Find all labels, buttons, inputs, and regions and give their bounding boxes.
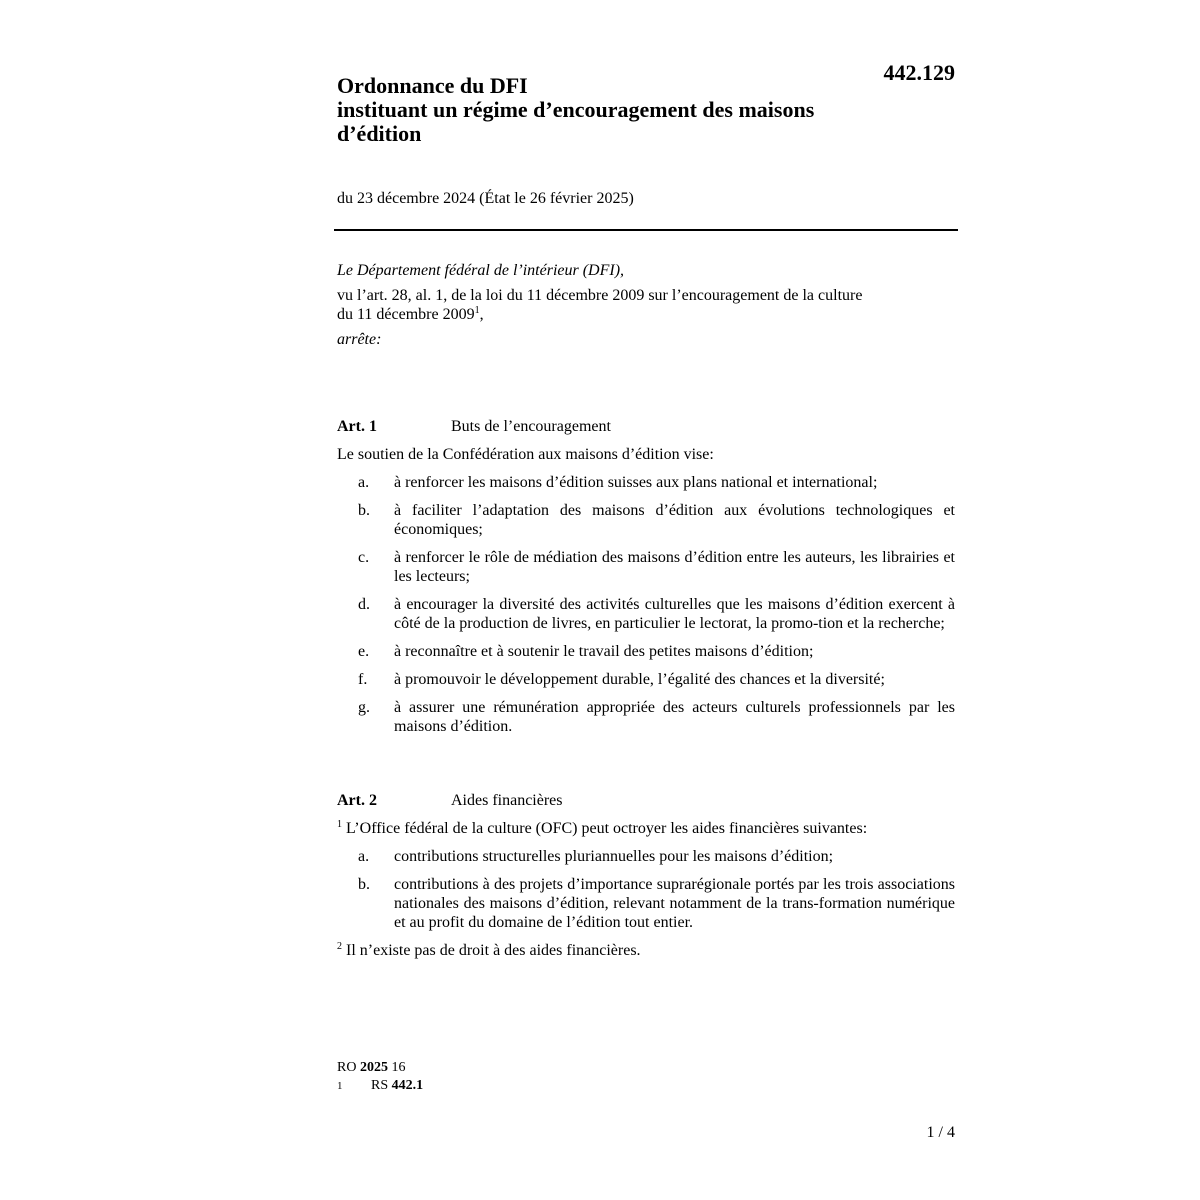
list-item [337, 847, 955, 866]
list-item-text: à assurer une rémunération appropriée des acteurs culturels professionnels par les maisons d’édition. [394, 699, 955, 735]
footnote-ref-1[interactable]: 1 [474, 305, 480, 316]
article-1 [337, 417, 955, 745]
list-item-letter: f. [358, 671, 368, 688]
list-item-text: à promouvoir le développement durable, l’égalité des chances et la diversité; [394, 671, 885, 688]
article-2-paragraph-1 [337, 819, 955, 838]
list-item-text: à encourager la diversité des activités culturelles que les maisons d’édition exercent à côté de la production de livres, en particulier le lectorat, la promo-tion et la recherche; [394, 596, 955, 632]
page-number: 1 / 4 [926, 1124, 955, 1141]
article-1-title: Buts de l’encouragement [451, 418, 611, 435]
list-item-text: à renforcer le rôle de médiation des maisons d’édition entre les auteurs, les librairies et les lecteurs; [394, 549, 955, 585]
list-item-letter: a. [358, 848, 370, 865]
document-page [337, 0, 955, 1200]
preamble-decree: arrête: [337, 331, 382, 348]
list-item [337, 595, 955, 633]
list-item-text: contributions à des projets d’importance suprarégionale portés par les trois associations nationales des maisons d’édition, relevant notamment de la trans-formation numérique et au profit du domaine de l’édition tout entier. [394, 876, 955, 931]
footnote-mark: 1 [337, 1080, 343, 1092]
ro-prefix: RO [337, 1060, 357, 1075]
footnote-text[interactable] [371, 1077, 423, 1095]
footnote-1 [337, 1077, 423, 1095]
ro-page: 16 [391, 1060, 406, 1075]
header-divider [334, 229, 958, 231]
footnotes [337, 1059, 423, 1095]
preamble-authority: Le Département fédéral de l’intérieur (DFI), [337, 262, 625, 279]
title-line-2: instituant un régime d’encouragement des maisons [337, 97, 815, 122]
paragraph-number: 1 [337, 819, 342, 830]
title-line-1: Ordonnance du DFI [337, 73, 528, 98]
list-item-letter: g. [358, 699, 370, 716]
rs-prefix: RS [371, 1078, 389, 1093]
list-item [337, 501, 955, 539]
legal-basis-end: , [479, 306, 484, 323]
list-item-text: à renforcer les maisons d’édition suisses aux plans national et international; [394, 474, 878, 491]
list-item [337, 698, 955, 736]
preamble [337, 261, 955, 349]
list-item-letter: e. [358, 643, 370, 660]
list-item [337, 875, 955, 932]
list-item-letter: b. [358, 876, 370, 893]
list-item-letter: a. [358, 474, 370, 491]
list-item [337, 473, 955, 492]
list-item-text: à reconnaître et à soutenir le travail des petites maisons d’édition; [394, 643, 814, 660]
legal-basis-line-1: vu l’art. 28, al. 1, de la loi du 11 décembre 2009 sur l’encouragement de la culture [337, 287, 863, 304]
article-1-heading [337, 417, 955, 436]
title-line-3: d’édition [337, 121, 422, 146]
list-item [337, 548, 955, 586]
list-item-text: contributions structurelles pluriannuelles pour les maisons d’édition; [394, 848, 834, 865]
paragraph-number: 2 [337, 941, 342, 952]
article-2-list [337, 847, 955, 932]
rs-number: 442.1 [391, 1078, 424, 1093]
article-1-intro: Le soutien de la Confédération aux maisons d’édition vise: [337, 446, 714, 463]
article-2-heading [337, 791, 955, 810]
paragraph-text: Il n’existe pas de droit à des aides financières. [346, 942, 641, 959]
article-2 [337, 791, 955, 969]
paragraph-text: L’Office fédéral de la culture (OFC) peut octroyer les aides financières suivantes: [346, 820, 868, 837]
list-item-letter: b. [358, 502, 370, 519]
list-item-text: à faciliter l’adaptation des maisons d’édition aux évolutions technologiques et économiques; [394, 502, 955, 538]
article-1-number: Art. 1 [337, 418, 377, 435]
document-date: du 23 décembre 2024 (État le 26 février 2025) [337, 190, 634, 207]
article-2-number: Art. 2 [337, 792, 377, 809]
list-item [337, 670, 955, 689]
list-item-letter: d. [358, 596, 370, 613]
article-2-title: Aides financières [451, 792, 563, 809]
list-item-letter: c. [358, 549, 370, 566]
article-1-list [337, 473, 955, 736]
legal-basis-line-2: du 11 décembre 2009 [337, 306, 475, 323]
article-2-paragraph-2 [337, 941, 955, 960]
list-item [337, 642, 955, 661]
document-title [337, 74, 897, 146]
official-compilation-ref [337, 1059, 423, 1077]
sr-number: 442.129 [883, 60, 955, 85]
preamble-legal-basis [337, 286, 955, 324]
ro-year: 2025 [359, 1060, 388, 1075]
